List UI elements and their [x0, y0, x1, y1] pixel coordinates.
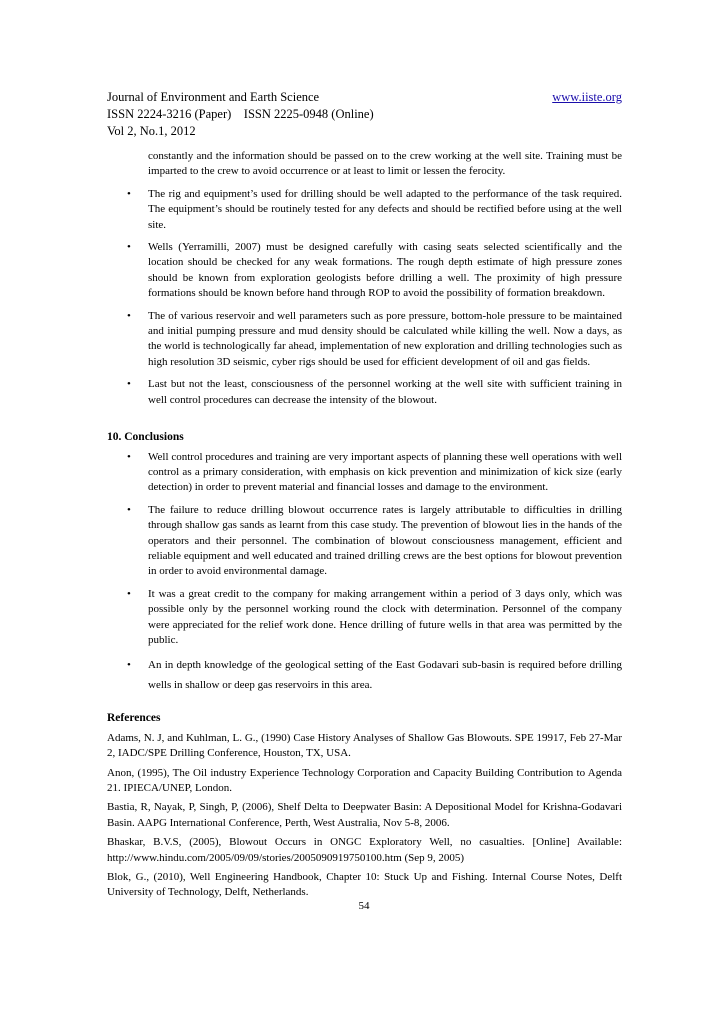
list-item: [107, 240, 622, 302]
bullet-icon: •: [127, 187, 131, 200]
journal-issn: ISSN 2224-3216 (Paper) ISSN 2225-0948 (Online): [107, 107, 374, 121]
section-heading-references: References: [107, 712, 161, 725]
list-item: [107, 309, 622, 371]
journal-url-link[interactable]: www.iiste.org: [552, 90, 622, 104]
list-item-text: Last but not the least, consciousness of the personnel working at the well site with sufficient training in well control procedures can decrease the intensity of the blowout.: [148, 378, 622, 406]
list-item: [107, 655, 622, 695]
bullet-icon: •: [127, 587, 131, 600]
reference-entry: Bastia, R, Nayak, P, Singh, P, (2006), Shelf Delta to Deepwater Basin: A Depositional Model for Krishna-Godavari Basin. AAPG International Conference, Perth, West Australia, Nov 5-8, 2006.: [107, 801, 622, 829]
journal-header: [107, 89, 622, 140]
list-item: [107, 450, 622, 496]
reference-entry: Blok, G., (2010), Well Engineering Handbook, Chapter 10: Stuck Up and Fishing. Internal Course Notes, Delft University of Technology, Delft, Netherlands.: [107, 871, 622, 899]
bullet-icon: •: [127, 378, 131, 391]
list-item: [107, 503, 622, 580]
page-content: [107, 149, 622, 905]
list-item-text: It was a great credit to the company for making arrangement within a period of 3 days only, which was possible only by the personnel working round the clock with determination. Personnel of the company were appreciated for the relief work done. Hence drilling of future wells in that area was permitted by the public.: [148, 587, 622, 646]
list-item-text: Wells (Yerramilli, 2007) must be designed carefully with casing seats selected scientifically and the location should be checked for any weak formations. The rough depth estimate of high pressure zones should be known from exploration geologists before drilling a well. The proximity of high pressure formations should be known before hand through ROP to avoid the possibility of formation breakdown.: [148, 241, 622, 300]
bullet-icon: •: [127, 309, 131, 322]
list-item-text: The rig and equipment’s used for drilling should be well adapted to the performance of the task required. The equipment’s should be routinely tested for any defects and should be rectified before using at the well site.: [148, 187, 622, 231]
bullet-icon: •: [127, 450, 131, 463]
bullet-icon: •: [127, 659, 131, 672]
list-item-text: The failure to reduce drilling blowout occurrence rates is largely attributable to difficulties in drilling through shallow gas sands as learnt from this case study. The prevention of blowout lies in the hands of the operators and their personnel. The combination of blowout consciousness management, efficient and reliable equipment and well educated and trained drilling crews are the best options for blowout prevention in order to avoid environmental damage.: [148, 503, 622, 578]
reference-entry: Adams, N. J, and Kuhlman, L. G., (1990) Case History Analyses of Shallow Gas Blowouts. SPE 19917, Feb 27-Mar 2, IADC/SPE Drilling Conference, Houston, TX, USA.: [107, 731, 622, 760]
reference-entry: Anon, (1995), The Oil industry Experience Technology Corporation and Capacity Building Contribution to Agenda 21. IPIECA/UNEP, London.: [107, 766, 622, 794]
list-item-text: Well control procedures and training are very important aspects of planning these well operations with well control as a primary consideration, with emphasis on kick prevention and minimization of kick size (early detection) in order to prevent material and financial losses and damage to the environment.: [148, 450, 622, 494]
page-number: 54: [358, 900, 370, 912]
list-item: [107, 377, 622, 408]
list-item-text: An in depth knowledge of the geological setting of the East Godavari sub-basin is required before drilling wells in shallow or deep gas reservoirs in this area.: [148, 659, 622, 692]
recommendation-list: [107, 187, 622, 408]
section-heading-conclusions: 10. Conclusions: [107, 431, 184, 444]
list-item-text: The of various reservoir and well parameters such as pore pressure, bottom-hole pressure to be maintained and initial pumping pressure and mud density should be calculated while killing the well. Now a days, as the world is technologically far ahead, implementation of new exploration and drilling technologies such as high resolution 3D seismic, cyber rigs should be used for efficient development of oil and gas fields.: [148, 309, 622, 368]
journal-title: Journal of Environment and Earth Science: [107, 90, 320, 104]
reference-entry: Bhaskar, B.V.S, (2005), Blowout Occurs in ONGC Exploratory Well, no casualties. [Online] Available: http://www.hindu.com/2005/09/09/stories/2005090919750100.htm (Sep 9, 2005): [107, 836, 622, 864]
conclusions-list: [107, 450, 622, 696]
list-item: [107, 587, 622, 649]
bullet-icon: •: [127, 241, 131, 254]
bullet-icon: •: [127, 503, 131, 516]
journal-volume: Vol 2, No.1, 2012: [107, 124, 196, 138]
list-item: [107, 187, 622, 233]
continuation-paragraph: constantly and the information should be passed on to the crew working at the well site. Training must be imparted to the crew to avoid occurrence or at least to limit or lessen the ferocity.: [148, 150, 622, 178]
